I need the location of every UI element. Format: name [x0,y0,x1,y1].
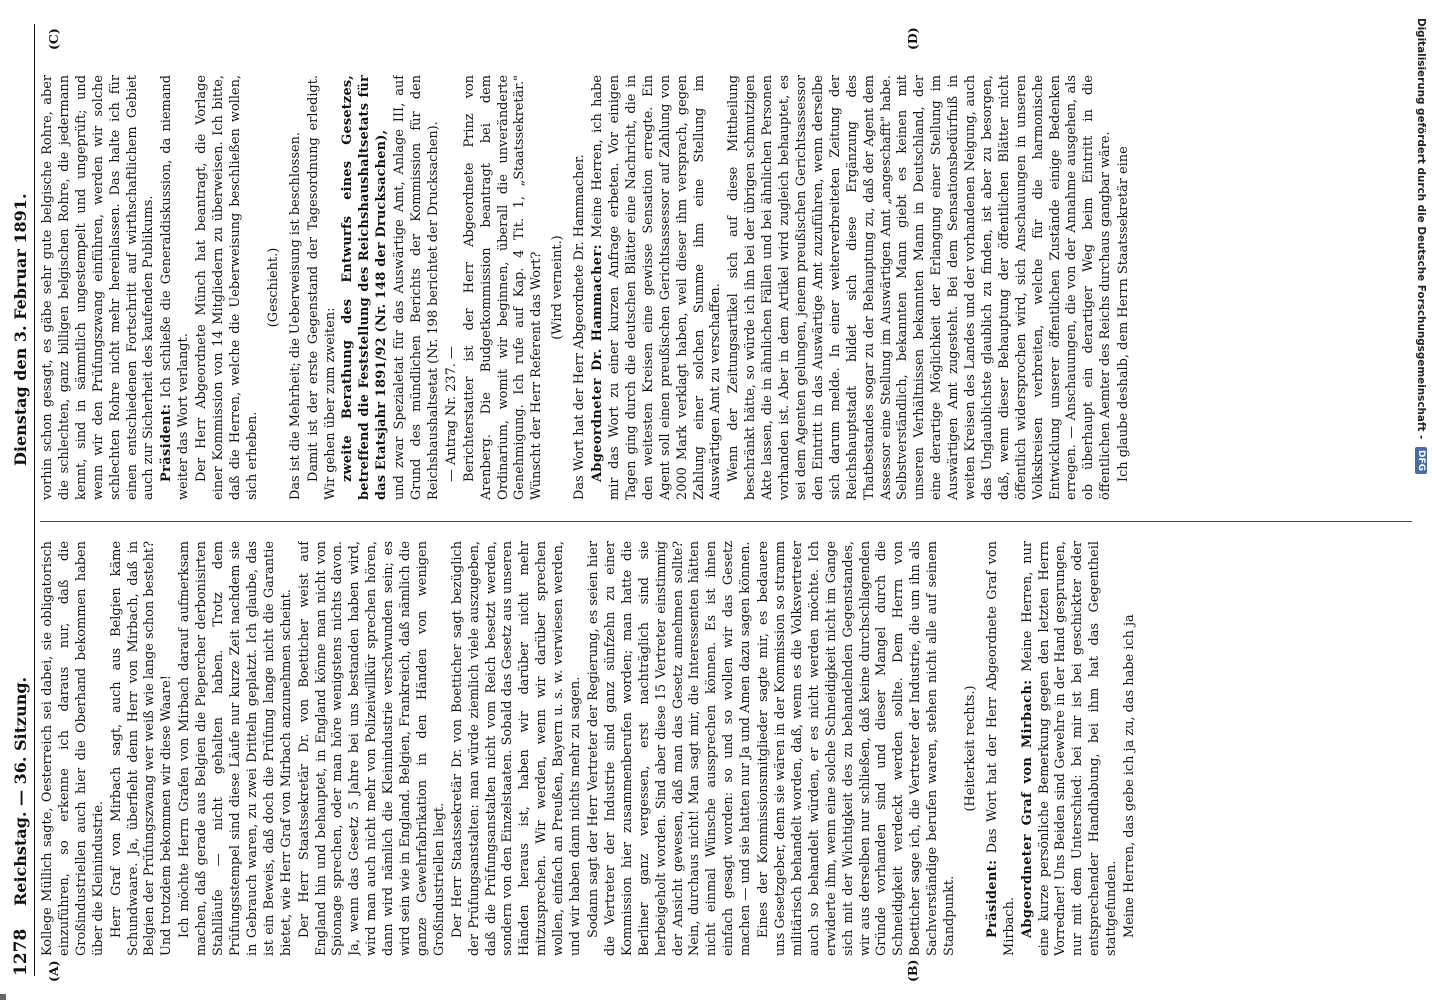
paragraph: Wenn der Zeitungsartikel sich auf diese Mittheilung beschränkt hätte, so würde ich ihn bei der übrigen schmutzigen Akte lassen, die in ähnlichen Fällen und bei ähnlichen Personen vorhanden ist. Aber in dem Artikel wird zugleich behauptet, es sei dem Agenten gelungen, jenem preußischen Gerichtsassessor den Eintritt in das Auswärtige Amt zuzuführen, wenn derselbe sich darum melde. In einer weiterverbreiteten Zeitung der Reichshauptstadt bildet sich diese Ergänzung des Thatbestandes sogar zu der Behauptung zu, daß der Agent dem Assessor eine Stellung im Auswärtigen Amt „angeschafft" habe. Selbstverständlich, bekannten Mann giebt es keinen mit unseren Verhältnissen bekannten Mann in Deutschland, der eine derartige Möglichkeit der Erlangung einer Stellung im Auswärtigen Amt zugesteht. Bei dem Sensationsbedürfniß in weiten Kreisen des Landes und der vorhandenen Neigung, auch das Unglaublichste glaublich zu finden, ist aber zu besorgen, daß, wenn dieser Behauptung der öffentlichen Blätter nicht öffentlich widersprochen wird, sich Anschauungen in unseren Volkskreisen verbreiten, welche für die harmonische Entwicklung unserer öffentlichen Zustände einige Bedenken erregen. — Anschauungen, die von der Annahme ausgehen, als ob überhaupt ein derartiger Weg beim Eintritt in die öffentlichen Aemter des Reichs durchaus gangbar wäre. [726,75,1114,500]
paragraph: Der Herr Staatssekretär Dr. von Boetticher weist auf England hin und behauptet, in England könne man nicht von Spionage sprechen, oder man höre wenigstens nichts davon. Ja, wenn das Gesetz 5 Jahre bei uns bestanden haben wird, wird man auch nicht mehr von Polizeiwillkür sprechen hören, dann wird nämlich die Kleinindustrie verschwunden sein; es wird sein wie in England. Belgien, Frankreich, daß nämlich die ganze Gewehrfabrikation in den Händen von wenigen Großindustriellen liegt. [296,541,447,956]
header-left-title: Reichstag. — 36. Sitzung. [11,676,30,906]
speech-paragraph [590,75,725,500]
stage-direction: (Heiterkeit rechts.) [962,685,978,812]
agenda-heading: zweite Berathung des Entwurfs eines Gesetzes, betreffend die Feststellung des Reichshaushaltsetats für das Etatsjahr 1891/92 (Nr. 148 der Drucksachen), [340,75,390,500]
paragraph: Der Herr Staatssekretär Dr. von Boetticher sagt bezüglich der Prüfungsanstalten: man würde ziemlich viele auszugeben, daß die Prüfungsanstalten nicht vom Reich besetzt werden, sondern von den Einzelstaaten. Sobald das Gesetz aus unseren Händen heraus ist, haben wir darüber nicht mehr mitzusprechen. Wir werden, wenn wir darüber sprechen wollen, einfach an Preußen, Bayern u. s. w. verwiesen werden, und wir haben dann nichts mehr zu sagen. [449,541,584,956]
page-header [4,24,35,976]
speech-paragraph [985,541,1019,956]
speech-paragraph [1020,541,1121,956]
paragraph: Damit ist der erste Gegenstand der Tagesordnung erledigt. Wir gehen über zum zweiten: [305,75,338,500]
digitization-note-text: Digitalisierung gefördert durch die Deutsche Forschungsgemeinschaft - [1415,18,1427,440]
speech-text: Das Wort hat der Herr Abgeordnete Graf von Mirbach. [984,541,1017,956]
speech-text: Meine Herren, nur eine kurze persönliche Bemerkung gegen den letzten Herrn Vorredner! Uns Beiden sind Gewehre in der Hand gesprungen, nur mit dem Unterschied: bei mir ist bei geschickter oder entsprechender Handhabung, bei ihm hat das Gegentheil stattgefunden. [1019,541,1120,956]
paragraph: Meine Herren, das gebe ich ja zu, das habe ich ja [1122,614,1138,938]
paragraph: Kollege Müllich sagte, Oesterreich sei dabei, sie obligatorisch einzuführen, so erkenne ich daraus nur, daß die Großindustriellen auch hier die Oberhand bekommen haben über die Kleinindustrie. [40,541,106,956]
margin-marker-b: (B) [905,959,920,982]
paragraph: Ich möchte Herrn Grafen von Mirbach darauf aufmerksam machen, daß gerade aus Belgien die Piepercher derbonisirten Stahlläufe — nicht gehalten haben. Trotz dem Prüfungsstempel sind diese Läufe nur kurze Zeit nachdem sie in Gebrauch waren, zu zwei Dritteln geplatzt. Ich glaube, das ist ein Beweis, daß doch die Prüfung lange nicht die Garantie bietet, wie Herr Graf von Mirbach anzunehmen scheint. [177,541,294,956]
stage-direction: (Wird verneint.) [550,235,566,340]
paragraph: Herr Graf von Mirbach sagt, auch aus Belgien käme Schundwaare. Ja, überfieht denn Herr von Mirbach, daß in Belgien der Prüfungszwang wer weiß wie lange schon besteht? Und trotzdem bekommen wir diese Waare! [108,541,175,956]
paragraph: und zwar Spezialetat für das Auswärtige Amt, Anlage III, auf Grund des mündlichen Berichts der Kommission für den Reichshaushaltsetat (Nr. 198 berichtet der Drucksachen). [392,75,441,500]
paragraph: Berichterstatter ist der Herr Abgeordnete Prinz von Arenberg. Die Budgetkommission beantragt bei dem Ordinarium, womit wir beginnen, überall die unveränderte Genehmigung. Ich rufe auf Kap. 4 Tit. 1, „Staatssekretär." Wünscht der Herr Referent das Wort? [461,75,545,500]
paragraph: Das Wort hat der Herr Abgeordnete Dr. Hammacher. [572,154,588,500]
paragraph: — Antrag Nr. 237. — [443,346,459,482]
speaker-label: Abgeordneter Graf von Mirbach: [1019,679,1035,938]
stage-direction: (Geschieht.) [265,247,281,328]
margin-marker-c: (C) [46,28,61,50]
paragraph: vorhin schon gesagt, es gäbe sehr gute belgische Rohre, aber die schlechten, ganz billigen belgischen Rohre, die jedermann kennt, sind in sämmtlich ungestempelt und ungeprüft; und wenn wir den Prüfungszwang einführen, werden wir solche schlechten Rohre nicht mehr hereinlassen. Das halte ich für einen entschiedenen Fortschritt auf wirthschaftlichem Gebiet auch zur Sicherheit des kaufenden Publikums. [40,75,157,500]
speaker-label: Präsident: [159,403,175,482]
digitization-note [1413,18,1427,474]
speech-paragraph [159,75,193,500]
scan-speck [0,994,6,1000]
paragraph: Sodann sagt der Herr Vertreter der Regierung, es seien hier die Vertreter der Industrie sind ganz sünfzehn zu einer Kommission hier zusammenberufen worden; man hatte die Berliner ganz vergessen, erst nachträglich sind sie herbeigeholt worden. Sind aber diese 15 Vertreter einstimmig der Ansicht gewesen, daß man das Gesetz annehmen sollte? Nein, durchaus nicht! Man sagt mir, die Interessenten hätten nicht einmal Wünsche aussprechen können. Es ist ihnen einfach gesagt worden: so und so wollen wir das Gesetz machen — und sie hatten nur Ja und Amen dazu sagen können. [586,541,754,956]
speech-text: Ich schließe die Generaldiskussion, da niemand weiter das Wort verlangt. [159,75,192,500]
right-column [40,75,1424,500]
margin-marker-a: (A) [46,960,61,982]
header-right-date: Dienstag den 3. Februar 1891. [11,193,30,466]
speech-text: Meine Herren, ich habe mir das Wort zu einer kurzen Anfrage erbeten. Vor einigen Tagen ging durch die deutschen Blätter eine Nachricht, die in den weitesten Kreisen eine gewisse Sensation erregte. Ein Agent soll einen preußischen Gerichtsassessor auf Zahlung von 2000 Mark verklagt haben, weil dieser ihm versprach, gegen Zahlung einer solchen Summe ihm eine Stellung im Auswärtigen Amt zu verschaffen. [590,75,724,500]
page-number: 1278 [11,928,31,976]
paragraph: Ich glaube deshalb, dem Herrn Staatssekretär eine [1116,146,1132,482]
speaker-label: Präsident: [984,859,1000,938]
paragraph: Das ist die Mehrheit; die Ueberweisung ist beschlossen. [287,132,303,500]
speaker-label: Abgeordneter Dr. Hammacher: [590,244,606,482]
dfg-logo: DFG [1415,447,1427,474]
column-divider [40,521,1412,522]
paragraph: Eines der Kommissionsmitglieder sagte mir, es bedauere uns Gesetzgeber, denn sie wären in der Kommission so stramm militärisch behandelt worden, daß, wenn es die Volksvertreter auch so behandelt würden, er es nicht werden möchte. Ich erwiderte ihm, wenn eine solche Schneidigkeit nicht im Gange sich mit der Wichtigkeit des zu behandelnden Gegenstandes, wir aus derselben nur schließen, daß keine durchschlagenden Gründe vorhanden sind und dieser Mangel durch die Schneidigkeit verdeckt werden sollte. Dem Herrn von Boetticher sage ich, die Vertreter der Industrie, die um ihn als Sachverständige berufen waren, stehen nicht alle auf seinem Standpunkt. [756,541,958,956]
left-column [40,541,1424,956]
paragraph: Der Herr Abgeordnete Münch hat beantragt, die Vorlage einer Kommission von 14 Mitgliedern zu überweisen. Ich bitte, daß die Herren, welche die Ueberweisung beschließen wollen, sich erheben. [194,75,260,500]
margin-marker-d: (D) [905,27,920,50]
